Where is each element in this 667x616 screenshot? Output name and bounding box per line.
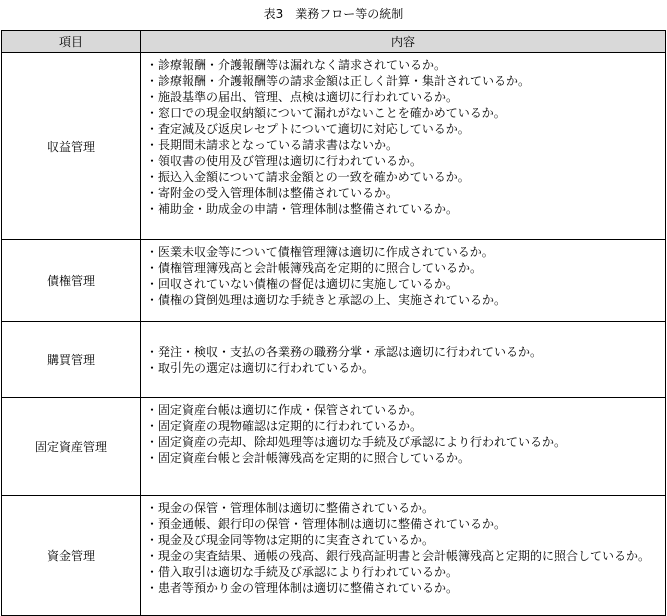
row-label: 固定資産管理 [2, 398, 141, 496]
list-item: ・預金通帳、銀行印の保管・管理体制は適切に整備されているか。 [146, 517, 507, 531]
list-item: ・債権管理簿残高と会計帳簿残高を定期的に照合しているか。 [146, 261, 483, 275]
list-item: ・窓口での現金収納額について漏れがないことを確かめているか。 [146, 106, 506, 120]
control-table [1, 30, 666, 616]
row-label: 購買管理 [2, 322, 141, 398]
row-items [141, 53, 666, 240]
row-items [141, 322, 666, 398]
table-row-revenue [2, 53, 666, 240]
row-label: 債権管理 [2, 240, 141, 322]
list-item: ・補助金・助成金の申請・管理体制は整備されているか。 [146, 202, 459, 216]
list-item: ・診療報酬・介護報酬等の請求金額は正しく計算・集計されているか。 [146, 74, 531, 88]
list-item: ・取引先の選定は適切に行われているか。 [146, 360, 375, 375]
table-row-fixed-assets [2, 398, 666, 496]
list-item: ・固定資産の売却、除却処理等は適切な手続及び承認により行われているか。 [146, 435, 567, 449]
table-caption: 表3 業務フロー等の統制 [263, 7, 404, 21]
table-row-purchasing [2, 322, 666, 398]
list-item: ・振込入金額について請求金額との一致を確かめているか。 [146, 170, 470, 184]
row-label: 資金管理 [2, 496, 141, 616]
header-content: 内容 [141, 31, 666, 53]
list-item: ・寄附金の受入管理体制は整備されているか。 [146, 186, 399, 200]
row-items [141, 496, 666, 616]
table-row-funds [2, 496, 666, 616]
list-item: ・査定減及び返戻レセプトについて適切に対応しているか。 [146, 122, 470, 136]
list-item: ・債権の貸倒処理は適切な手続きと承認の上、実施されているか。 [146, 293, 507, 307]
list-item: ・固定資産台帳と会計帳簿残高を定期的に照合しているか。 [146, 451, 471, 465]
list-item: ・発注・検収・支払の各業務の職務分掌・承認は適切に行われているか。 [146, 344, 543, 359]
list-item: ・患者等預かり金の管理体制は適切に整備されているか。 [146, 581, 459, 595]
row-items [141, 240, 666, 322]
list-item: ・回収されていない債権の督促は適切に実施しているか。 [146, 277, 459, 291]
table-row-receivables [2, 240, 666, 322]
list-item: ・現金の保管・管理体制は適切に整備されているか。 [146, 501, 435, 515]
row-label: 収益管理 [2, 53, 141, 240]
list-item: ・長期間未請求となっている請求書はないか。 [146, 138, 399, 152]
list-item: ・現金の実査結果、通帳の残高、銀行残高証明書と会計帳簿残高と定期的に照合しているか。 [146, 549, 651, 563]
list-item: ・現金及び現金同等物は定期的に実査されているか。 [146, 533, 435, 547]
list-item: ・医業未収金等について債権管理簿は適切に作成されているか。 [146, 245, 494, 259]
list-item: ・施設基準の届出、管理、点検は適切に行われているか。 [146, 90, 459, 104]
list-item: ・借入取引は適切な手続及び承認により行われているか。 [146, 565, 459, 579]
header-item: 項目 [2, 31, 141, 53]
list-item: ・固定資産台帳は適切に作成・保管されているか。 [146, 403, 423, 417]
table-header-row [2, 31, 666, 53]
row-items [141, 398, 666, 496]
list-item: ・固定資産の現物確認は定期的に行われているか。 [146, 419, 423, 433]
list-item: ・診療報酬・介護報酬等は漏れなく請求されているか。 [146, 58, 447, 72]
list-item: ・領収書の使用及び管理は適切に行われているか。 [146, 154, 423, 168]
